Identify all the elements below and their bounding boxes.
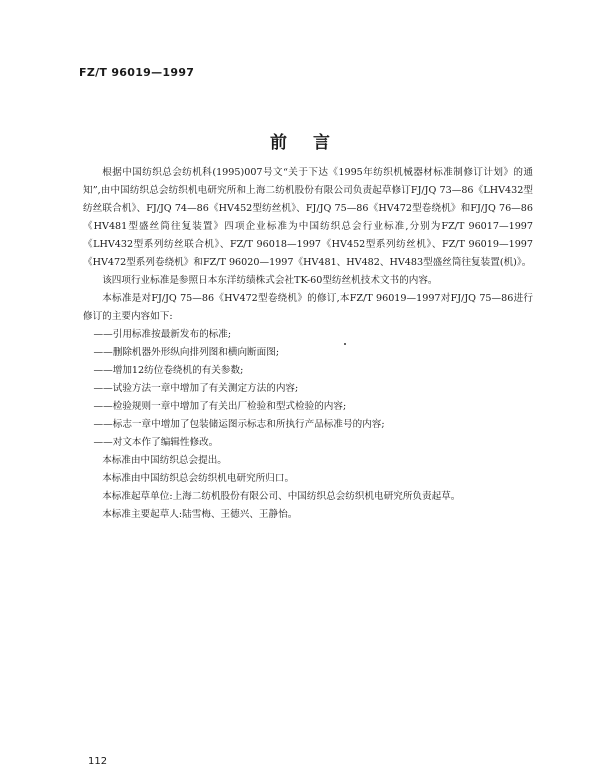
paragraph-reference: 该四项行业标准是参照日本东洋纺绩株式会社TK-60型纺丝机技术文书的内容。 — [102, 275, 438, 286]
paragraph-background: 根据中国纺织总会纺机科(1995)007号文“关于下达《1995年纺织机械器材标准制修订计划》的通知”,由中国纺织总会纺织机电研究所和上海二纺机股份有限公司负责起草修订FJ/JQ 73—86《LHV432型纺丝联合机》、FJ/JQ 74—86《HV452型纺丝机》、FJ/JQ 75—86《HV472型卷绕机》和FJ/JQ 76—86《HV481型盛丝筒往复装置》四项企业标准为中国纺织总会行业标准,分别为FZ/T 96017—1997《LHV432型系列纺丝联合机》、FZ/T 96018—1997《HV452型系列纺丝机》、FZ/T 96019—1997《HV472型系列卷绕机》和FZ/T 96020—1997《HV481、HV482、HV483型盛丝筒往复装置(机)》。 — [83, 167, 533, 268]
paragraph-revision-intro: 本标准是对FJ/JQ 75—86《HV472型卷绕机》的修订,本FZ/T 96019—1997对FJ/JQ 75—86进行修订的主要内容如下: — [83, 293, 533, 322]
document-body — [83, 164, 533, 524]
jurisdiction-statement: 本标准由中国纺织总会纺织机电研究所归口。 — [102, 473, 295, 484]
list-item: ——引用标准按最新发布的标准; — [93, 329, 232, 340]
list-item: ——试验方法一章中增加了有关测定方法的内容; — [93, 383, 299, 394]
proposed-by-statement: 本标准由中国纺织总会提出。 — [102, 455, 227, 466]
change-list — [83, 326, 533, 452]
list-item: ——增加12纺位卷绕机的有关参数; — [93, 365, 244, 376]
scan-speck — [344, 343, 346, 345]
list-item: ——对文本作了编辑性修改。 — [93, 437, 219, 448]
page-number: 112 — [88, 756, 108, 767]
list-item: ——标志一章中增加了包装储运图示标志和所执行产品标准号的内容; — [93, 419, 385, 430]
drafting-units-statement: 本标准起草单位:上海二纺机股份有限公司、中国纺织总会纺织机电研究所负责起草。 — [102, 491, 461, 502]
standard-code: FZ/T 96019—1997 — [79, 66, 195, 79]
page-title: 前言 — [270, 133, 356, 153]
list-item: ——删除机器外形纵向排列图和横向断面图; — [93, 347, 280, 358]
list-item: ——检验规则一章中增加了有关出厂检验和型式检验的内容; — [93, 401, 347, 412]
drafters-statement: 本标准主要起草人:陆雪梅、王德兴、王静怡。 — [102, 509, 298, 520]
